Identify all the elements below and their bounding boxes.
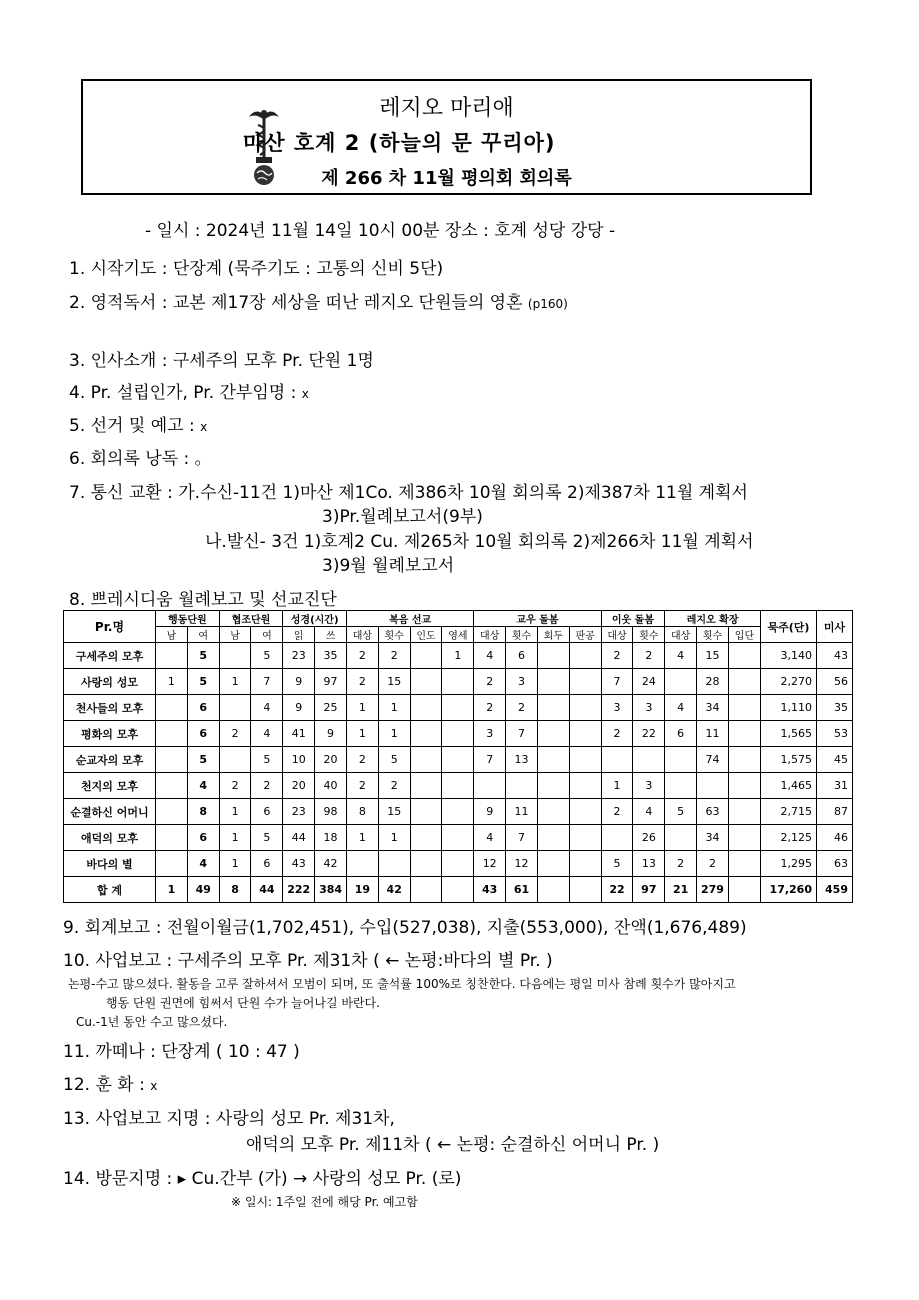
title-box [81, 79, 812, 195]
table-body [64, 643, 853, 903]
table-cell [728, 669, 760, 695]
col-parishioner-care: 교우 돌봄 [474, 611, 601, 627]
table-cell: 5 [378, 747, 410, 773]
table-cell [728, 747, 760, 773]
col-neighbor-care: 이웃 돌봄 [601, 611, 665, 627]
table-cell [219, 643, 251, 669]
table-cell: 11 [506, 799, 538, 825]
table-cell: 1 [346, 695, 378, 721]
table-cell [442, 851, 474, 877]
table-cell: 5 [251, 643, 283, 669]
item-introduction: 3. 인사소개 : 구세주의 모후 Pr. 단원 1명 [69, 351, 374, 371]
item-accounting: 9. 회계보고 : 전월이월금(1,702,451), 수입(527,038), 지출(553,000), 잔액(1,676,489) [63, 918, 747, 938]
table-cell [728, 721, 760, 747]
table-cell: 28 [697, 669, 729, 695]
table-cell [569, 643, 601, 669]
table-cell: 24 [633, 669, 665, 695]
item-approval [69, 378, 309, 403]
table-cell: 2 [251, 773, 283, 799]
meeting-info: - 일시 : 2024년 11월 14일 10시 00분 장소 : 호계 성당 강당 - [145, 221, 616, 241]
table-cell: 1,575 [761, 747, 817, 773]
sub-header-cell: 남 [156, 627, 188, 643]
table-row [64, 773, 853, 799]
table-cell [728, 851, 760, 877]
table-cell [156, 825, 188, 851]
table-cell [728, 695, 760, 721]
table-cell: 97 [633, 877, 665, 903]
table-cell [665, 825, 697, 851]
table-cell: 26 [633, 825, 665, 851]
sub-header-cell: 입단 [728, 627, 760, 643]
item-next-report-2: 애덕의 모후 Pr. 제11차 ( ← 논평: 순결하신 어머니 Pr. ) [246, 1135, 660, 1155]
table-cell: 53 [817, 721, 853, 747]
table-cell: 44 [283, 825, 315, 851]
table-cell [156, 773, 188, 799]
table-cell: 20 [315, 747, 347, 773]
table-cell [442, 877, 474, 903]
table-cell: 13 [633, 851, 665, 877]
table-cell: 6 [187, 721, 219, 747]
document-title: 제 266 차 11월 평의회 회의록 [321, 168, 572, 189]
allocution-text: 12. 훈 화 : [63, 1075, 145, 1095]
table-cell: 1 [219, 851, 251, 877]
table-cell: 40 [315, 773, 347, 799]
presidium-name-cell: 구세주의 모후 [64, 643, 156, 669]
table-row [64, 669, 853, 695]
table-cell [728, 773, 760, 799]
table-cell: 4 [665, 695, 697, 721]
table-cell: 4 [187, 773, 219, 799]
table-cell: 34 [697, 825, 729, 851]
table-cell: 8 [219, 877, 251, 903]
table-cell [665, 773, 697, 799]
table-cell: 9 [474, 799, 506, 825]
table-cell: 61 [506, 877, 538, 903]
table-cell [410, 721, 442, 747]
table-sub-header [64, 627, 853, 643]
table-cell: 45 [817, 747, 853, 773]
table-cell: 7 [474, 747, 506, 773]
table-cell: 13 [506, 747, 538, 773]
table-cell: 1 [601, 773, 633, 799]
table-cell: 2,270 [761, 669, 817, 695]
table-cell: 1 [219, 825, 251, 851]
table-cell: 3 [601, 695, 633, 721]
table-cell: 35 [817, 695, 853, 721]
table-cell [569, 747, 601, 773]
table-cell: 2 [346, 747, 378, 773]
table-cell [442, 747, 474, 773]
table-cell: 6 [187, 695, 219, 721]
table-cell: 63 [697, 799, 729, 825]
table-cell: 2 [633, 643, 665, 669]
table-cell [633, 747, 665, 773]
table-cell: 4 [474, 643, 506, 669]
table-cell: 56 [817, 669, 853, 695]
curia-name: 마산 호계 2 (하늘의 문 꾸리아) [243, 131, 556, 155]
table-cell: 459 [817, 877, 853, 903]
table-cell: 1 [346, 825, 378, 851]
table-cell [569, 773, 601, 799]
table-cell: 6 [251, 851, 283, 877]
table-cell: 2 [474, 695, 506, 721]
table-cell: 15 [697, 643, 729, 669]
table-cell [506, 773, 538, 799]
table-cell: 1 [378, 695, 410, 721]
table-cell: 10 [283, 747, 315, 773]
table-cell: 7 [506, 825, 538, 851]
sub-header-cell: 횟수 [378, 627, 410, 643]
table-cell: 12 [474, 851, 506, 877]
item-allocution [63, 1070, 157, 1095]
table-cell: 4 [665, 643, 697, 669]
table-cell: 2,125 [761, 825, 817, 851]
table-cell: 279 [697, 877, 729, 903]
table-cell [219, 695, 251, 721]
approval-value: x [301, 387, 309, 401]
item-opening-prayer: 1. 시작기도 : 단장계 (묵주기도 : 고통의 신비 5단) [69, 259, 444, 279]
table-cell: 6 [251, 799, 283, 825]
review-line-1: 논평-수고 많으셨다. 활동을 고루 잘하셔서 모범이 되며, 또 출석률 100%로 칭찬한다. 다음에는 평일 미사 참례 횟수가 많아지고 [68, 977, 736, 991]
sub-header-cell: 대상 [474, 627, 506, 643]
table-cell: 3 [474, 721, 506, 747]
table-cell: 2 [665, 851, 697, 877]
table-cell: 8 [187, 799, 219, 825]
presidium-name-cell: 바다의 별 [64, 851, 156, 877]
table-row [64, 721, 853, 747]
table-cell [665, 747, 697, 773]
table-cell [156, 747, 188, 773]
table-cell: 2 [601, 721, 633, 747]
table-cell [410, 773, 442, 799]
table-cell [569, 825, 601, 851]
table-cell: 2,715 [761, 799, 817, 825]
col-bible: 성경(시간) [283, 611, 347, 627]
table-cell [346, 851, 378, 877]
table-cell: 2 [601, 643, 633, 669]
table-cell: 3 [633, 773, 665, 799]
table-cell [728, 799, 760, 825]
sub-header-cell: 횟수 [697, 627, 729, 643]
table-cell [410, 669, 442, 695]
table-cell [410, 695, 442, 721]
table-cell [156, 851, 188, 877]
table-cell [410, 643, 442, 669]
table-cell: 42 [378, 877, 410, 903]
election-value: x [200, 420, 208, 434]
table-cell: 31 [817, 773, 853, 799]
presidium-name-cell: 순결하신 어머니 [64, 799, 156, 825]
table-cell: 1 [219, 669, 251, 695]
sub-header-cell: 여 [251, 627, 283, 643]
table-cell: 1 [219, 799, 251, 825]
col-presidium: Pr.명 [64, 611, 156, 643]
table-cell: 3 [506, 669, 538, 695]
sub-header-cell: 인도 [410, 627, 442, 643]
table-cell: 1,565 [761, 721, 817, 747]
table-cell: 98 [315, 799, 347, 825]
sub-header-cell: 남 [219, 627, 251, 643]
table-cell: 43 [283, 851, 315, 877]
table-cell: 3,140 [761, 643, 817, 669]
presidium-name-cell: 애덕의 모후 [64, 825, 156, 851]
table-cell: 42 [315, 851, 347, 877]
table-cell: 5 [665, 799, 697, 825]
table-cell: 44 [251, 877, 283, 903]
legion-name: 레지오 마리애 [379, 96, 514, 121]
table-cell: 2 [219, 773, 251, 799]
table-row [64, 747, 853, 773]
table-cell: 222 [283, 877, 315, 903]
table-cell: 3 [633, 695, 665, 721]
sub-header-cell: 쓰 [315, 627, 347, 643]
sub-header-cell: 회두 [537, 627, 569, 643]
item-work-report: 10. 사업보고 : 구세주의 모후 Pr. 제31차 ( ← 논평:바다의 별 Pr. ) [63, 951, 553, 971]
sub-header-cell: 여 [187, 627, 219, 643]
table-cell: 4 [251, 695, 283, 721]
review-line-2: 행동 단원 권면에 힘써서 단원 수가 늘어나길 바란다. [106, 996, 380, 1010]
table-cell: 2 [378, 643, 410, 669]
sub-header-cell: 횟수 [506, 627, 538, 643]
election-text: 5. 선거 및 예고 : [69, 416, 195, 436]
table-cell [442, 669, 474, 695]
table-cell [537, 721, 569, 747]
table-cell [156, 695, 188, 721]
table-cell: 25 [315, 695, 347, 721]
table-cell [569, 695, 601, 721]
visit-note: ※ 일시: 1주일 전에 해당 Pr. 예고함 [231, 1195, 418, 1209]
table-cell: 1 [378, 825, 410, 851]
table-cell [156, 643, 188, 669]
table-cell: 5 [251, 747, 283, 773]
presidium-name-cell: 합 계 [64, 877, 156, 903]
table-cell: 87 [817, 799, 853, 825]
item-next-report: 13. 사업보고 지명 : 사랑의 성모 Pr. 제31차, [63, 1109, 395, 1129]
table-cell: 22 [633, 721, 665, 747]
table-cell: 49 [187, 877, 219, 903]
table-cell: 12 [506, 851, 538, 877]
table-cell: 43 [474, 877, 506, 903]
table-cell: 1 [346, 721, 378, 747]
table-cell: 9 [283, 695, 315, 721]
approval-text: 4. Pr. 설립인가, Pr. 간부임명 : [69, 383, 297, 403]
table-cell [410, 851, 442, 877]
table-cell: 2 [219, 721, 251, 747]
table-row [64, 695, 853, 721]
table-cell: 7 [601, 669, 633, 695]
table-total-row [64, 877, 853, 903]
col-active-members: 행동단원 [156, 611, 220, 627]
table-cell [537, 669, 569, 695]
table-cell [697, 773, 729, 799]
table-cell: 22 [601, 877, 633, 903]
table-cell: 1,465 [761, 773, 817, 799]
table-cell: 6 [506, 643, 538, 669]
table-cell [442, 773, 474, 799]
table-cell: 97 [315, 669, 347, 695]
table-cell: 2 [506, 695, 538, 721]
table-cell: 2 [378, 773, 410, 799]
table-cell [569, 877, 601, 903]
table-cell: 63 [817, 851, 853, 877]
allocution-value: x [150, 1079, 158, 1093]
item-catena: 11. 까떼나 : 단장계 ( 10 : 47 ) [63, 1042, 300, 1062]
table-cell: 9 [283, 669, 315, 695]
table-cell: 5 [187, 643, 219, 669]
sub-header-cell: 판공 [569, 627, 601, 643]
presidium-name-cell: 천지의 모후 [64, 773, 156, 799]
presidium-name-cell: 천사들의 모후 [64, 695, 156, 721]
presidium-name-cell: 평화의 모후 [64, 721, 156, 747]
table-cell [665, 669, 697, 695]
sub-header-cell: 대상 [346, 627, 378, 643]
table-cell [474, 773, 506, 799]
table-cell: 8 [346, 799, 378, 825]
table-cell [442, 799, 474, 825]
item-monthly-report-heading: 8. 쁘레시디움 월례보고 및 선교진단 [69, 590, 337, 610]
table-cell: 1 [442, 643, 474, 669]
table-cell: 2 [346, 669, 378, 695]
table-row [64, 799, 853, 825]
table-cell: 2 [346, 773, 378, 799]
table-cell: 41 [283, 721, 315, 747]
table-cell [601, 825, 633, 851]
table-cell [569, 851, 601, 877]
table-cell: 34 [697, 695, 729, 721]
table-cell: 2 [697, 851, 729, 877]
table-cell [537, 799, 569, 825]
table-cell: 23 [283, 799, 315, 825]
table-cell [601, 747, 633, 773]
table-cell [410, 799, 442, 825]
table-row [64, 643, 853, 669]
table-cell: 5 [187, 747, 219, 773]
table-cell [442, 695, 474, 721]
table-cell [156, 721, 188, 747]
presidium-name-cell: 사랑의 성모 [64, 669, 156, 695]
table-cell [537, 747, 569, 773]
table-cell [378, 851, 410, 877]
table-group-header [64, 611, 853, 627]
item-correspondence-sent-2: 3)9월 월례보고서 [322, 556, 455, 576]
col-evangelization: 복음 선교 [346, 611, 473, 627]
table-cell [537, 695, 569, 721]
table-cell: 4 [187, 851, 219, 877]
spiritual-reading-page: (p160) [527, 297, 568, 311]
table-cell [442, 825, 474, 851]
table-cell: 4 [474, 825, 506, 851]
item-visit: 14. 방문지명 : ▸ Cu.간부 (가) → 사랑의 성모 Pr. (로) [63, 1169, 462, 1189]
item-election [69, 411, 207, 436]
col-auxiliary-members: 협조단원 [219, 611, 283, 627]
table-cell: 43 [817, 643, 853, 669]
table-cell [219, 747, 251, 773]
table-cell: 1,295 [761, 851, 817, 877]
table-cell: 6 [665, 721, 697, 747]
item-minutes-reading: 6. 회의록 낭독 : 。 [69, 449, 212, 469]
table-cell [537, 825, 569, 851]
presidium-name-cell: 순교자의 모후 [64, 747, 156, 773]
table-row [64, 851, 853, 877]
table-cell: 11 [697, 721, 729, 747]
table-cell [537, 877, 569, 903]
table-cell [442, 721, 474, 747]
item-correspondence-sent: 나.발신- 3건 1)호계2 Cu. 제265차 10월 회의록 2)제266차 11월 계획서 [205, 532, 754, 552]
table-cell [569, 669, 601, 695]
table-cell [537, 643, 569, 669]
table-cell: 1 [378, 721, 410, 747]
table-cell: 4 [633, 799, 665, 825]
table-cell: 15 [378, 799, 410, 825]
table-cell: 21 [665, 877, 697, 903]
table-cell: 17,260 [761, 877, 817, 903]
review-line-3: Cu.-1년 동안 수고 많으셨다. [76, 1015, 228, 1029]
table-cell [537, 773, 569, 799]
col-mass: 미사 [817, 611, 853, 643]
table-cell: 2 [474, 669, 506, 695]
spiritual-reading-text: 2. 영적독서 : 교본 제17장 세상을 떠난 레지오 단원들의 영혼 [69, 293, 523, 313]
table-cell: 2 [346, 643, 378, 669]
table-cell [156, 799, 188, 825]
item-correspondence-received: 7. 통신 교환 : 가.수신-11건 1)마산 제1Co. 제386차 10월 회의록 2)제387차 11월 계획서 [69, 483, 748, 503]
table-cell [569, 721, 601, 747]
sub-header-cell: 대상 [601, 627, 633, 643]
table-cell: 1,110 [761, 695, 817, 721]
table-cell: 2 [601, 799, 633, 825]
table-row [64, 825, 853, 851]
table-cell [410, 825, 442, 851]
sub-header-cell: 영세 [442, 627, 474, 643]
table-cell: 18 [315, 825, 347, 851]
table-cell [728, 825, 760, 851]
table-cell: 7 [251, 669, 283, 695]
table-cell: 15 [378, 669, 410, 695]
table-cell: 1 [156, 877, 188, 903]
table-cell: 20 [283, 773, 315, 799]
table-cell [728, 877, 760, 903]
table-cell: 4 [251, 721, 283, 747]
table-cell: 5 [601, 851, 633, 877]
table-cell: 6 [187, 825, 219, 851]
table-cell: 46 [817, 825, 853, 851]
table-cell: 23 [283, 643, 315, 669]
table-cell: 384 [315, 877, 347, 903]
monthly-report-table [63, 610, 853, 903]
table-cell [728, 643, 760, 669]
col-legion-expansion: 레지오 확장 [665, 611, 761, 627]
table-cell [569, 799, 601, 825]
table-cell: 35 [315, 643, 347, 669]
table-cell [410, 747, 442, 773]
table-cell: 7 [506, 721, 538, 747]
sub-header-cell: 횟수 [633, 627, 665, 643]
table-cell [537, 851, 569, 877]
item-spiritual-reading [69, 288, 568, 313]
table-cell [410, 877, 442, 903]
table-cell: 9 [315, 721, 347, 747]
table-cell: 74 [697, 747, 729, 773]
sub-header-cell: 읽 [283, 627, 315, 643]
sub-header-cell: 대상 [665, 627, 697, 643]
table-cell: 5 [251, 825, 283, 851]
item-correspondence-received-2: 3)Pr.월례보고서(9부) [322, 507, 483, 527]
col-rosary: 묵주(단) [761, 611, 817, 643]
table-cell: 19 [346, 877, 378, 903]
table-cell: 5 [187, 669, 219, 695]
table-cell: 1 [156, 669, 188, 695]
